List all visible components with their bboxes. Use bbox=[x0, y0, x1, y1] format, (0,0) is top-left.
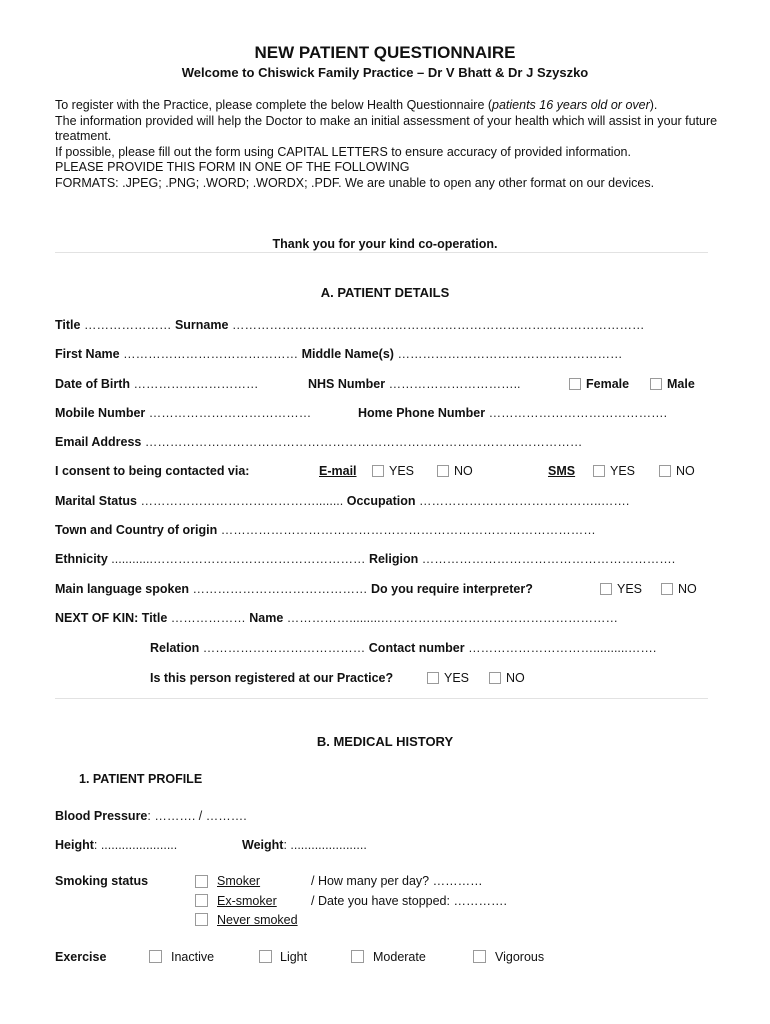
consent-email-no-checkbox[interactable] bbox=[437, 465, 449, 477]
first-name-field[interactable]: …………………………………… bbox=[123, 347, 299, 361]
smoker-label: Smoker bbox=[217, 874, 261, 888]
language-row bbox=[55, 582, 533, 596]
consent-sms-no bbox=[659, 464, 695, 478]
title-field[interactable]: ………………… bbox=[83, 318, 172, 332]
home-phone-label: Home Phone Number bbox=[358, 406, 486, 420]
consent-email-no bbox=[437, 464, 473, 478]
yes-label: YES bbox=[610, 464, 636, 478]
height-field[interactable]: : ...................... bbox=[93, 838, 178, 852]
home-phone-field[interactable]: ……………………………………. bbox=[488, 406, 668, 420]
thanks-text: Thank you for your kind co-operation. bbox=[272, 237, 498, 251]
intro-line-1a: To register with the Practice, please complete the below Health Questionnaire ( bbox=[55, 98, 493, 112]
nhs-field[interactable]: ………………………….. bbox=[388, 377, 521, 391]
town-label: Town and Country of origin bbox=[55, 523, 218, 537]
height-label: Height bbox=[55, 838, 94, 852]
interpreter-yes-checkbox[interactable] bbox=[600, 583, 612, 595]
middle-name-label: Middle Name(s) bbox=[301, 347, 394, 361]
nok-name-field[interactable]: …………….........………………………………………………… bbox=[286, 611, 619, 625]
interpreter-no bbox=[661, 582, 697, 596]
page-subtitle: Welcome to Chiswick Family Practice – Dr V Bhatt & Dr J Szyszko bbox=[181, 65, 589, 80]
consent-email-yes bbox=[372, 464, 414, 478]
ethnicity-field[interactable]: ............…………………………………………… bbox=[111, 552, 366, 566]
section-a-heading: A. PATIENT DETAILS bbox=[320, 285, 450, 300]
registered-yes bbox=[427, 671, 469, 685]
dob-row bbox=[55, 377, 258, 391]
interpreter-yes bbox=[600, 582, 642, 596]
intro-line-1b: ). bbox=[649, 98, 658, 112]
section-b-heading: B. MEDICAL HISTORY bbox=[316, 734, 454, 749]
smoking-label: Smoking status bbox=[55, 874, 149, 888]
title-label: Title bbox=[55, 318, 81, 332]
first-name-label: First Name bbox=[55, 347, 120, 361]
language-field[interactable]: …………………………………… bbox=[192, 582, 368, 596]
nok-title-field[interactable]: ……………… bbox=[170, 611, 246, 625]
intro-text bbox=[55, 98, 720, 191]
interpreter-label: Do you require interpreter? bbox=[371, 582, 533, 596]
yes-label: YES bbox=[617, 582, 643, 596]
consent-sms-yes bbox=[593, 464, 635, 478]
mobile-label: Mobile Number bbox=[55, 406, 146, 420]
surname-label: Surname bbox=[174, 318, 229, 332]
intro-line-2: The information provided will help the Doctor to make an initial assessment of your health which will assist in your future treatment. bbox=[55, 113, 718, 143]
blood-pressure-row bbox=[55, 809, 247, 823]
blood-pressure-field[interactable]: : ………. / ………. bbox=[147, 809, 247, 823]
consent-email-label: E-mail bbox=[319, 464, 357, 478]
yes-label: YES bbox=[444, 671, 470, 685]
interpreter-no-checkbox[interactable] bbox=[661, 583, 673, 595]
weight-row bbox=[242, 838, 367, 852]
contact-number-label: Contact number bbox=[368, 641, 465, 655]
registered-label: Is this person registered at our Practice? bbox=[150, 671, 394, 685]
home-phone-row bbox=[358, 406, 667, 420]
consent-label bbox=[55, 464, 249, 478]
email-field[interactable]: …………………………………………………………………………………………… bbox=[144, 435, 583, 449]
inactive-checkbox[interactable] bbox=[149, 950, 162, 963]
divider bbox=[55, 252, 708, 253]
moderate-label: Moderate bbox=[373, 950, 426, 964]
never-smoked-checkbox[interactable] bbox=[195, 913, 208, 926]
intro-line-4: PLEASE PROVIDE THIS FORM IN ONE OF THE FOLLOWING bbox=[55, 160, 410, 174]
male-label: Male bbox=[667, 377, 695, 391]
inactive-label: Inactive bbox=[171, 950, 215, 964]
no-label: NO bbox=[506, 671, 525, 685]
registered-no bbox=[489, 671, 525, 685]
vigorous-checkbox[interactable] bbox=[473, 950, 486, 963]
page-title: NEW PATIENT QUESTIONNAIRE bbox=[254, 43, 516, 62]
consent-email-yes-checkbox[interactable] bbox=[372, 465, 384, 477]
smoker-per-day[interactable]: / How many per day? ………… bbox=[311, 874, 483, 888]
intro-age-note: patients 16 years old or over bbox=[492, 98, 650, 112]
email-row bbox=[55, 435, 582, 449]
height-row bbox=[55, 838, 177, 852]
never-smoked-label: Never smoked bbox=[217, 913, 298, 927]
nhs-label: NHS Number bbox=[308, 377, 386, 391]
male-option bbox=[650, 377, 695, 391]
intro-line-1 bbox=[55, 98, 720, 114]
ex-smoker-checkbox[interactable] bbox=[195, 894, 208, 907]
female-label: Female bbox=[586, 377, 630, 391]
dob-label: Date of Birth bbox=[55, 377, 130, 391]
male-checkbox[interactable] bbox=[650, 378, 662, 390]
intro-line-3: If possible, please fill out the form using CAPITAL LETTERS to ensure accuracy of provided information. bbox=[55, 144, 631, 159]
marital-label: Marital Status bbox=[55, 494, 137, 508]
weight-field[interactable]: : ...................... bbox=[283, 838, 367, 852]
consent-sms-yes-checkbox[interactable] bbox=[593, 465, 605, 477]
no-label: NO bbox=[454, 464, 473, 478]
marital-field[interactable]: ……………………………………........ bbox=[140, 494, 344, 508]
surname-field[interactable]: ……………………………………………………………………………………… bbox=[231, 318, 645, 332]
female-checkbox[interactable] bbox=[569, 378, 581, 390]
consent-sms-label: SMS bbox=[548, 464, 576, 478]
middle-name-field[interactable]: ……………………………………………… bbox=[397, 347, 623, 361]
no-label: NO bbox=[676, 464, 695, 478]
town-field[interactable]: ……………………………………………………………………………… bbox=[220, 523, 596, 537]
registered-row bbox=[150, 671, 393, 685]
registered-yes-checkbox[interactable] bbox=[427, 672, 439, 684]
dob-field[interactable]: ………………………… bbox=[133, 377, 259, 391]
no-label: NO bbox=[678, 582, 697, 596]
town-row bbox=[55, 523, 596, 537]
mobile-row bbox=[55, 406, 311, 420]
religion-label: Religion bbox=[368, 552, 419, 566]
language-label: Main language spoken bbox=[55, 582, 190, 596]
relation-label: Relation bbox=[150, 641, 200, 655]
title-row bbox=[55, 318, 644, 332]
consent-text: I consent to being contacted via: bbox=[55, 464, 250, 478]
relation-field[interactable]: ………………………………… bbox=[202, 641, 366, 655]
vigorous-label: Vigorous bbox=[495, 950, 545, 964]
nhs-row bbox=[308, 377, 521, 391]
ethnicity-row bbox=[55, 552, 675, 566]
light-checkbox[interactable] bbox=[259, 950, 272, 963]
nok-title-label: NEXT OF KIN: Title bbox=[55, 611, 168, 625]
registered-no-checkbox[interactable] bbox=[489, 672, 501, 684]
patient-profile-heading: 1. PATIENT PROFILE bbox=[79, 772, 203, 786]
occupation-label: Occupation bbox=[346, 494, 416, 508]
ex-smoker-date[interactable]: / Date you have stopped: …………. bbox=[311, 894, 507, 908]
mobile-field[interactable]: ………………………………… bbox=[148, 406, 312, 420]
nok-name-label: Name bbox=[249, 611, 284, 625]
moderate-checkbox[interactable] bbox=[351, 950, 364, 963]
smoker-checkbox[interactable] bbox=[195, 875, 208, 888]
religion-field[interactable]: ……………………………………………………. bbox=[421, 552, 676, 566]
ethnicity-label: Ethnicity bbox=[55, 552, 108, 566]
email-label: Email Address bbox=[55, 435, 142, 449]
ex-smoker-label: Ex-smoker bbox=[217, 894, 277, 908]
name-row bbox=[55, 347, 622, 361]
weight-label: Weight bbox=[242, 838, 284, 852]
intro-line-5: FORMATS: .JPEG; .PNG; .WORD; .WORDX; .PDF. We are unable to open any other format on our devices. bbox=[55, 175, 655, 190]
relation-row bbox=[150, 641, 656, 655]
blood-pressure-label: Blood Pressure bbox=[55, 809, 148, 823]
exercise-label: Exercise bbox=[55, 950, 107, 964]
female-option bbox=[569, 377, 629, 391]
next-of-kin-row bbox=[55, 611, 618, 625]
consent-sms-no-checkbox[interactable] bbox=[659, 465, 671, 477]
divider bbox=[55, 698, 708, 699]
marital-row bbox=[55, 494, 629, 508]
contact-number-field[interactable]: …………………………..........……. bbox=[468, 641, 657, 655]
occupation-field[interactable]: ……………………………………..……. bbox=[418, 494, 630, 508]
light-label: Light bbox=[280, 950, 308, 964]
yes-label: YES bbox=[389, 464, 415, 478]
